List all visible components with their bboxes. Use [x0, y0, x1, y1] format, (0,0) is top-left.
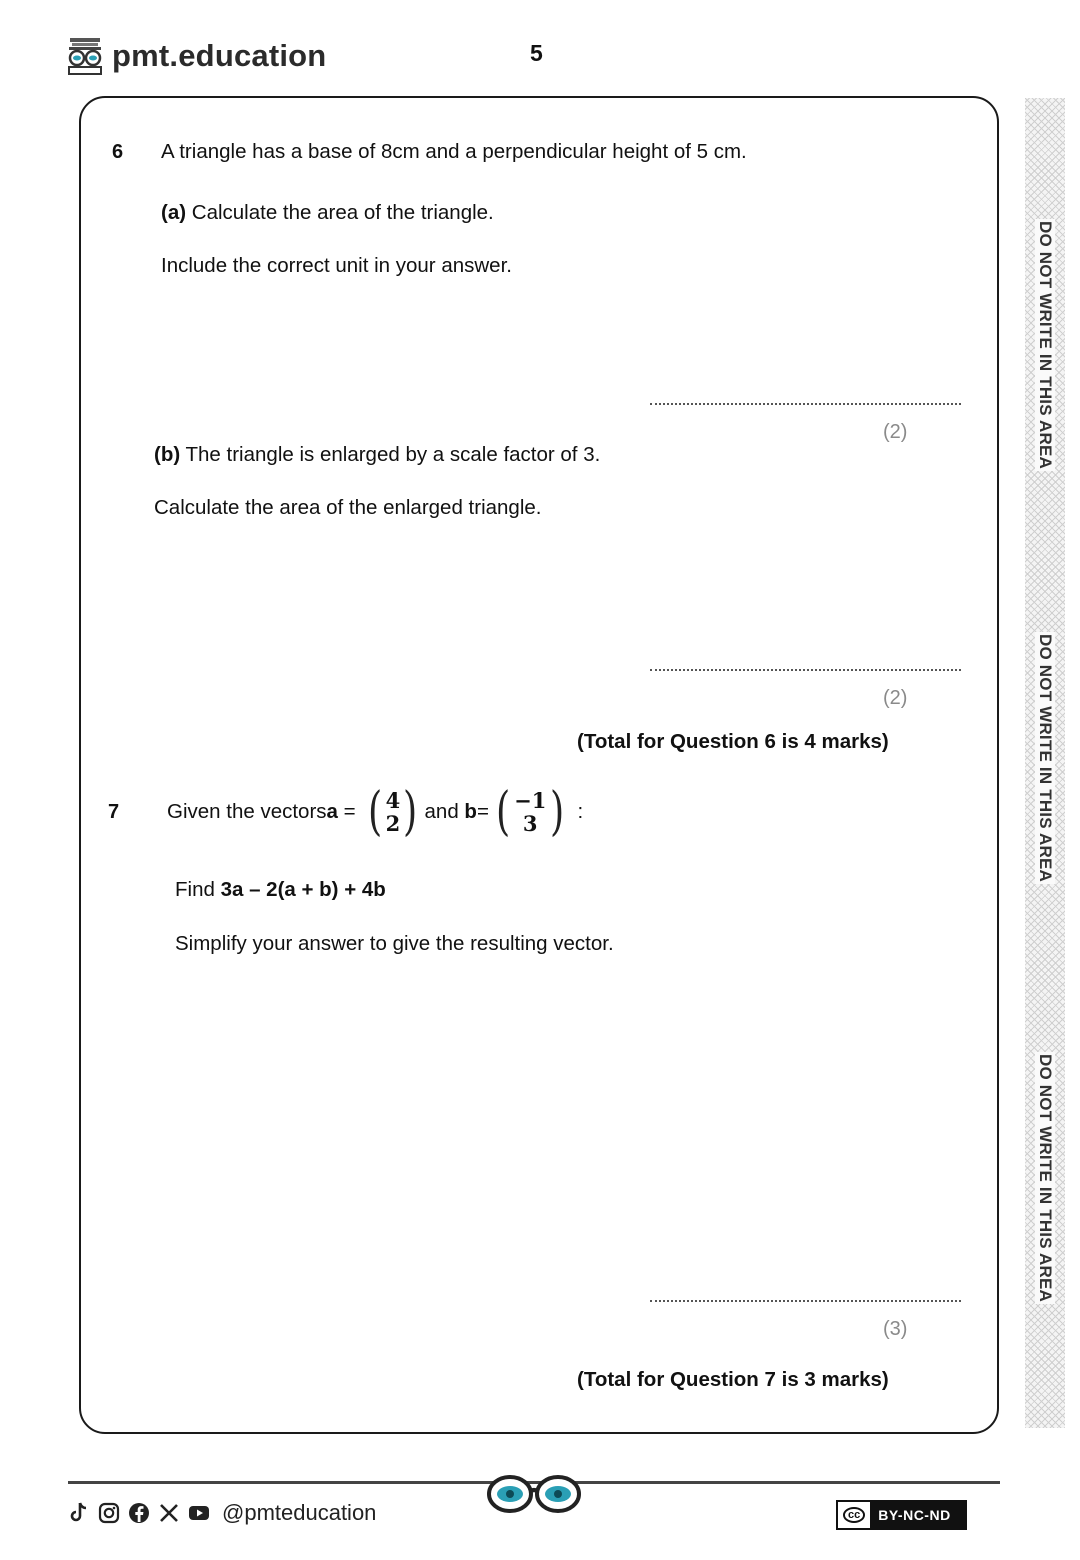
social-links — [68, 1500, 376, 1526]
logo-text: pmt.education — [112, 38, 327, 73]
margin-warning-2: DO NOT WRITE IN THIS AREA — [1036, 633, 1055, 883]
vector-b-symbol: b — [464, 800, 477, 823]
x-twitter-icon[interactable] — [158, 1502, 180, 1524]
q6b-text: The triangle is enlarged by a scale factor of 3. — [180, 443, 601, 466]
vector-a-top: 4 — [385, 788, 401, 813]
q6a-text: Calculate the area of the triangle. — [186, 201, 494, 224]
instagram-icon[interactable] — [98, 1502, 120, 1524]
q7-given — [167, 782, 583, 842]
question-frame — [79, 96, 999, 1434]
q6b-label: (b) — [154, 443, 181, 466]
q6b-question — [154, 443, 600, 467]
social-handle[interactable]: @pmteducation — [222, 1500, 377, 1525]
q7-simplify: Simplify your answer to give the resulting vector. — [175, 932, 614, 955]
margin-warning-1: DO NOT WRITE IN THIS AREA — [1036, 220, 1055, 470]
q6b-answer-line[interactable] — [650, 669, 961, 671]
q6b-marks: (2) — [883, 687, 908, 709]
vector-b: ( −1 3 ) — [495, 782, 565, 842]
license-text: BY-NC-ND — [870, 1502, 964, 1528]
q6-stem: A triangle has a base of 8cm and a perpendicular height of 5 cm. — [161, 140, 747, 163]
q6a-note: Include the correct unit in your answer. — [161, 254, 512, 277]
q7-given-text: Given the vectors — [167, 800, 327, 823]
q7-equals: = — [337, 800, 362, 823]
pmt-logo-icon — [66, 36, 104, 76]
youtube-icon[interactable] — [188, 1502, 210, 1524]
q6a-label: (a) — [161, 201, 187, 224]
q6a-question — [161, 201, 494, 225]
q7-number: 7 — [108, 801, 120, 823]
margin-warning-3: DO NOT WRITE IN THIS AREA — [1036, 1053, 1055, 1303]
margin-strip — [1025, 98, 1065, 1428]
logo — [66, 36, 326, 76]
q7-total: (Total for Question 7 is 3 marks) — [577, 1368, 889, 1391]
q6a-marks: (2) — [883, 421, 908, 443]
vector-a-symbol: a — [326, 800, 338, 823]
vector-a-bottom: 2 — [385, 811, 401, 836]
q6-total: (Total for Question 6 is 4 marks) — [577, 730, 889, 753]
vector-b-bottom: 3 — [522, 811, 538, 836]
license-badge — [836, 1500, 967, 1530]
q7-b-equals: = — [476, 800, 489, 823]
vector-b-top: −1 — [514, 788, 547, 813]
q7-marks: (3) — [883, 1318, 908, 1340]
q7-answer-line[interactable] — [650, 1300, 961, 1302]
q6-number: 6 — [112, 141, 124, 163]
page-number: 5 — [530, 40, 543, 66]
vector-a: ( 4 2 ) — [368, 782, 418, 842]
q7-find-prefix: Find — [175, 878, 221, 901]
q7-find-expression: 3a – 2(a + b) + 4b — [220, 878, 386, 901]
cc-text: cc — [843, 1507, 865, 1523]
glasses-icon — [484, 1472, 584, 1516]
cc-icon — [838, 1502, 870, 1528]
q7-and: and — [424, 800, 465, 823]
q7-colon: : — [577, 800, 584, 823]
q6a-answer-line[interactable] — [650, 403, 961, 405]
facebook-icon[interactable] — [128, 1502, 150, 1524]
q6b-note: Calculate the area of the enlarged triangle. — [154, 496, 542, 519]
q7-find — [175, 878, 386, 902]
tiktok-icon[interactable] — [68, 1502, 90, 1524]
